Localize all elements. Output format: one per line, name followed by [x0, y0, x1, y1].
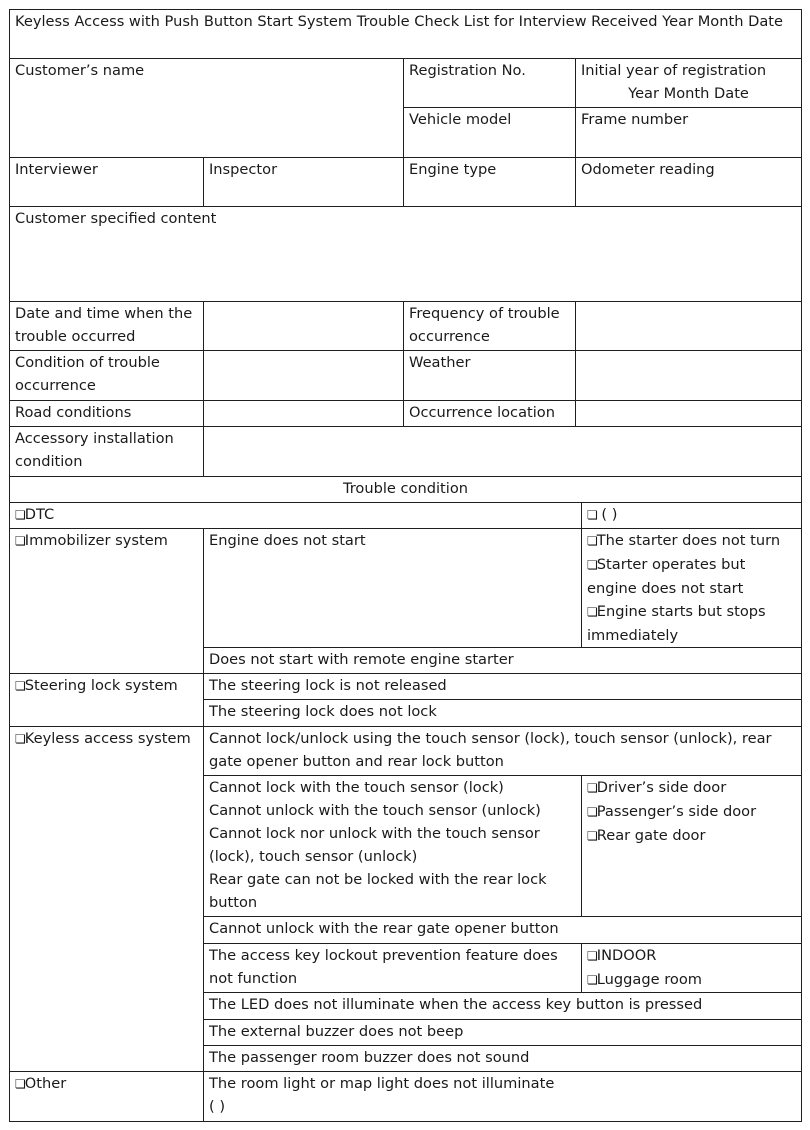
- condition-label: Condition of trouble occurrence: [10, 351, 204, 401]
- steering-not-lock-label: The steering lock does not lock: [204, 700, 802, 727]
- keyless-access-option[interactable]: [10, 727, 204, 1072]
- touch-lock-unlock-fail: Cannot lock nor unlock with the touch sensor (lock), touch sensor (unlock): [209, 825, 540, 865]
- initial-year-label: Initial year of registration: [581, 62, 767, 79]
- option-indoor[interactable]: [587, 944, 796, 968]
- steering-lock-option[interactable]: [10, 674, 204, 727]
- steering-not-released-label: The steering lock is not released: [204, 674, 802, 700]
- external-buzzer-label: The external buzzer does not beep: [204, 1020, 802, 1046]
- frequency-value: [576, 302, 802, 351]
- touch-unlock-fail: Cannot unlock with the touch sensor (unlock): [209, 802, 541, 819]
- inspector-label: Inspector: [204, 158, 404, 207]
- check-list-table: [9, 9, 802, 1122]
- option-label: Luggage room: [596, 971, 702, 988]
- sheet-title: Keyless Access with Push Button Start System Trouble Check List for Interview Received Year Month Date: [10, 10, 802, 59]
- weather-label: Weather: [404, 351, 576, 401]
- checkbox-icon[interactable]: [587, 532, 597, 549]
- door-options: [582, 776, 802, 917]
- dtc-option[interactable]: [10, 503, 582, 529]
- option-label: Passenger’s side door: [596, 803, 757, 820]
- other-option[interactable]: [10, 1072, 204, 1122]
- dtc-code-blank: ( ): [596, 506, 618, 523]
- option-label: The starter does not turn: [596, 532, 781, 549]
- initial-year-cell: [576, 59, 802, 108]
- trouble-check-list: [9, 9, 801, 1121]
- checkbox-icon[interactable]: [587, 556, 597, 573]
- engine-type-label: Engine type: [404, 158, 576, 207]
- date-time-value: [204, 302, 404, 351]
- rear-gate-opener-label: Cannot unlock with the rear gate opener button: [204, 917, 802, 944]
- checkbox-icon[interactable]: [587, 803, 597, 820]
- checkbox-icon[interactable]: [15, 677, 25, 694]
- road-conditions-label: Road conditions: [10, 401, 204, 427]
- odometer-label: Odometer reading: [576, 158, 802, 207]
- option-label: Rear gate door: [596, 827, 706, 844]
- option-label: Starter operates but engine does not start: [587, 556, 746, 597]
- checkbox-icon[interactable]: [587, 971, 597, 988]
- date-time-label: Date and time when the trouble occurred: [10, 302, 204, 351]
- engine-no-start-options: [582, 529, 802, 648]
- checkbox-icon[interactable]: [587, 947, 597, 964]
- checkbox-icon[interactable]: [15, 1075, 25, 1092]
- led-no-illuminate-label: The LED does not illuminate when the access key button is pressed: [204, 993, 802, 1020]
- option-starter-operates[interactable]: [587, 553, 796, 600]
- immobilizer-label: Immobilizer system: [24, 532, 168, 549]
- accessory-label: Accessory installation condition: [10, 427, 204, 477]
- other-paren-blank: ( ): [209, 1098, 226, 1115]
- frequency-label: Frequency of trouble occurrence: [404, 302, 576, 351]
- option-label: Engine starts but stops immediately: [587, 603, 766, 644]
- option-luggage-room[interactable]: [587, 968, 796, 992]
- registration-no-label: Registration No.: [404, 59, 576, 108]
- checkbox-icon[interactable]: [15, 730, 25, 747]
- immobilizer-option[interactable]: [10, 529, 204, 674]
- checkbox-icon[interactable]: [15, 506, 25, 523]
- engine-no-start-label: Engine does not start: [204, 529, 582, 648]
- keyless-access-label: Keyless access system: [24, 730, 191, 747]
- customer-specified-label: Customer specified content: [10, 207, 802, 302]
- option-rear-gate-door[interactable]: [587, 824, 796, 848]
- touch-lock-fail: Cannot lock with the touch sensor (lock): [209, 779, 504, 796]
- other-label: Other: [24, 1075, 67, 1092]
- occurrence-location-label: Occurrence location: [404, 401, 576, 427]
- dtc-label: DTC: [24, 506, 55, 523]
- option-label: INDOOR: [596, 947, 657, 964]
- lockout-prevention-label: The access key lockout prevention feature does not function: [204, 944, 582, 993]
- customer-name-label: Customer’s name: [10, 59, 404, 158]
- touch-sensor-issues: [204, 776, 582, 917]
- remote-start-label: Does not start with remote engine starter: [204, 648, 802, 674]
- option-label: Driver’s side door: [596, 779, 727, 796]
- checkbox-icon[interactable]: [15, 532, 25, 549]
- option-passenger-door[interactable]: [587, 800, 796, 824]
- road-conditions-value: [204, 401, 404, 427]
- interviewer-label: Interviewer: [10, 158, 204, 207]
- option-engine-stops[interactable]: [587, 600, 796, 647]
- steering-lock-label: Steering lock system: [24, 677, 178, 694]
- vehicle-model-label: Vehicle model: [404, 108, 576, 158]
- room-light-label: The room light or map light does not illuminate: [209, 1075, 555, 1092]
- option-starter-no-turn[interactable]: [587, 529, 796, 553]
- checkbox-icon[interactable]: [587, 506, 597, 523]
- location-options: [582, 944, 802, 993]
- keyless-all-fail-label: Cannot lock/unlock using the touch sensor (lock), touch sensor (unlock), rear gate opener button and rear lock button: [204, 727, 802, 776]
- checkbox-icon[interactable]: [587, 603, 597, 620]
- dtc-code-option[interactable]: [582, 503, 802, 529]
- trouble-condition-header: Trouble condition: [10, 477, 802, 503]
- accessory-value: [204, 427, 802, 477]
- condition-value: [204, 351, 404, 401]
- frame-number-label: Frame number: [576, 108, 802, 158]
- rear-lock-fail: Rear gate can not be locked with the rear lock button: [209, 871, 547, 911]
- checkbox-icon[interactable]: [587, 827, 597, 844]
- weather-value: [576, 351, 802, 401]
- other-detail: [204, 1072, 802, 1122]
- checkbox-icon[interactable]: [587, 779, 597, 796]
- option-driver-door[interactable]: [587, 776, 796, 800]
- initial-year-date-label: Year Month Date: [628, 85, 749, 102]
- room-buzzer-label: The passenger room buzzer does not sound: [204, 1046, 802, 1072]
- occurrence-location-value: [576, 401, 802, 427]
